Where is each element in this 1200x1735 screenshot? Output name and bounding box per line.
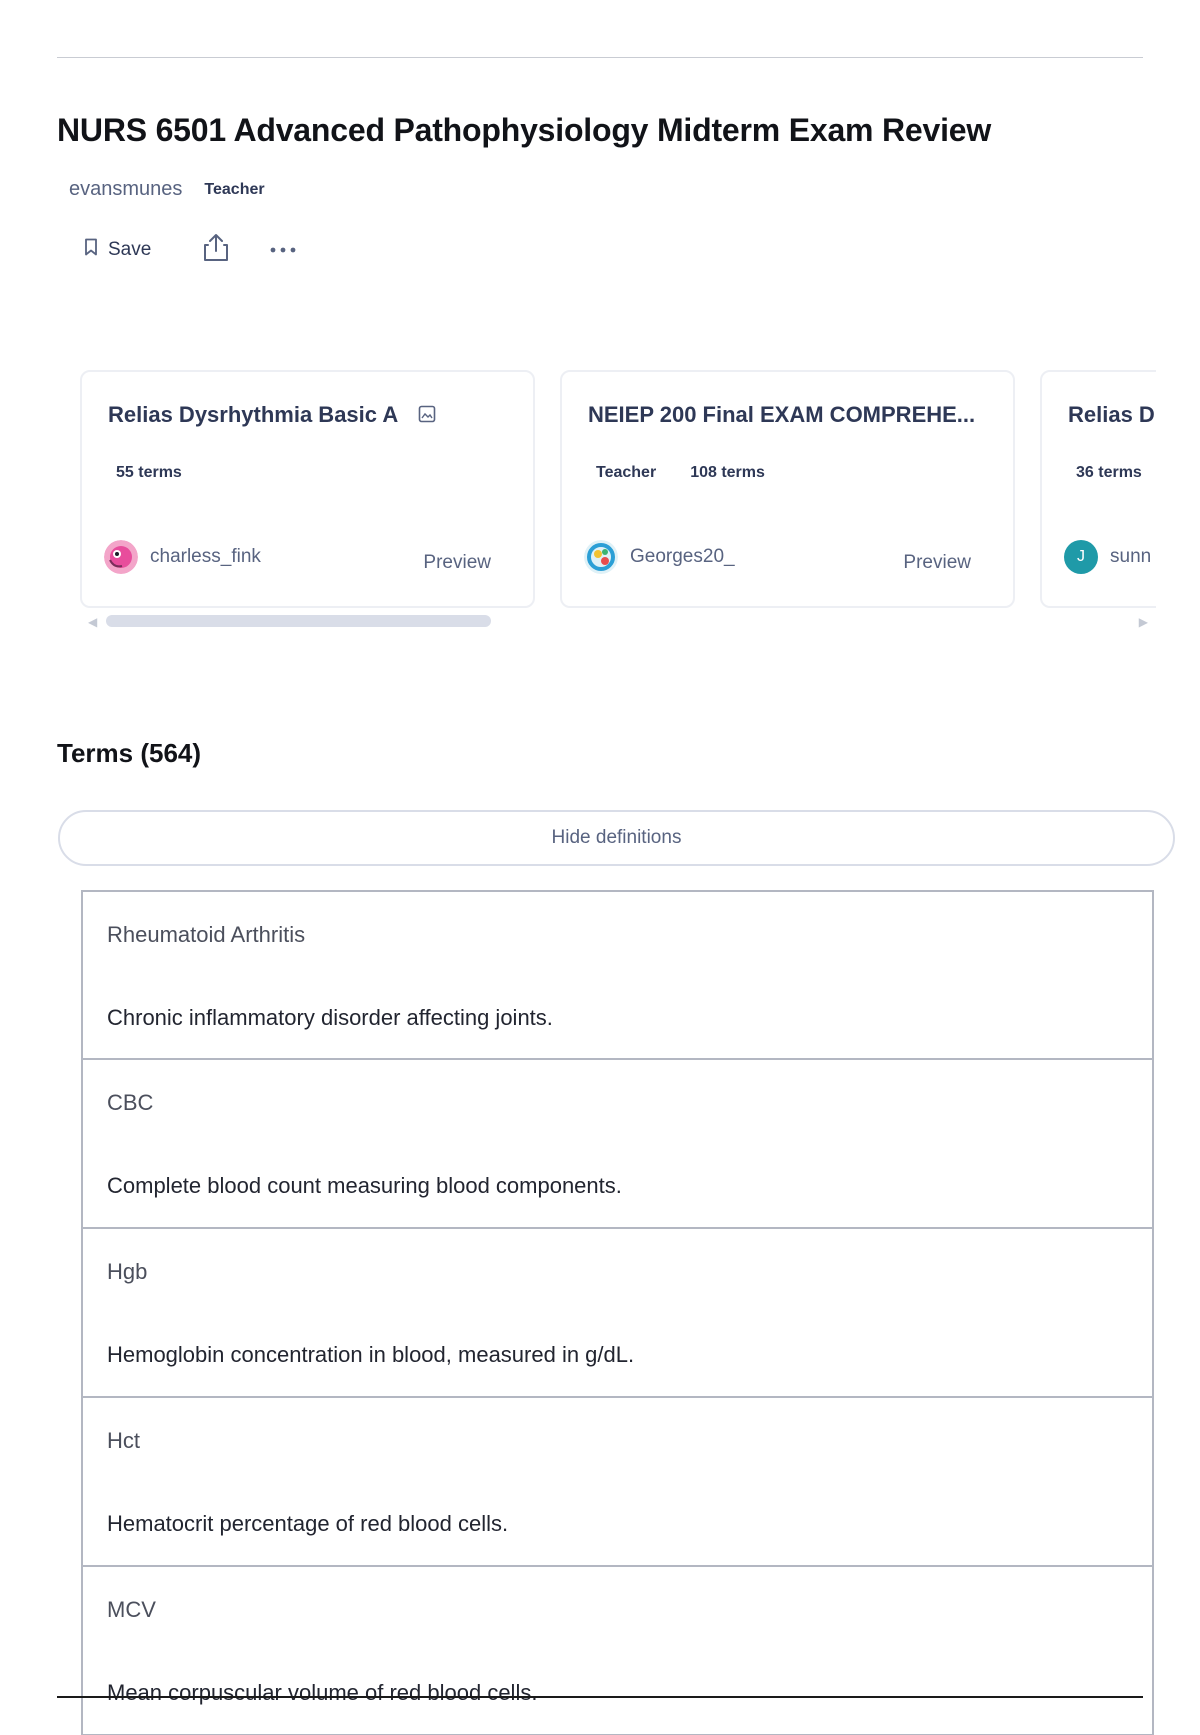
term-definition: Hematocrit percentage of red blood cells. [107,1511,509,1536]
term-word: CBC [107,1090,154,1115]
term-row [81,1228,1154,1397]
user-name: sunn [1110,546,1152,567]
user-name: Georges20_ [630,546,735,567]
term-word: Rheumatoid Arthritis [107,922,306,947]
card-meta [596,464,765,482]
term-count: 55 terms [116,464,182,481]
save-label: Save [108,238,152,260]
avatar [104,540,138,574]
card-meta [1076,464,1142,482]
term-row [81,890,1154,1059]
preview-button[interactable]: Preview [903,552,971,573]
term-word: MCV [107,1597,156,1622]
term-count: 36 terms [1076,464,1142,481]
carousel-scrollbar[interactable] [80,615,1150,629]
user-name: charless_fink [150,546,261,567]
term-definition: Hemoglobin concentration in blood, measured in g/dL. [107,1342,635,1367]
bookmark-icon [84,238,98,261]
term-row [81,1059,1154,1228]
page-title: NURS 6501 Advanced Pathophysiology Midterm Exam Review [57,112,992,148]
save-button[interactable] [84,238,151,261]
scrollbar-thumb[interactable] [106,615,491,627]
creator-role-badge: Teacher [204,180,265,198]
image-badge-icon [418,403,436,429]
top-divider [57,57,1143,58]
more-icon [269,241,297,259]
card-user[interactable] [584,540,735,574]
card-meta [116,464,182,482]
term-count: 108 terms [690,464,765,481]
term-definition: Complete blood count measuring blood components. [107,1173,622,1198]
avatar: J [1064,540,1098,574]
hide-definitions-button[interactable]: Hide definitions [58,810,1175,866]
terms-heading: Terms (564) [57,738,202,768]
scroll-right-icon[interactable]: ▶ [1138,615,1148,629]
related-sets-carousel[interactable] [80,370,1156,640]
share-icon [203,232,229,267]
term-word: Hct [107,1428,140,1453]
share-button[interactable] [203,232,229,267]
term-definition: Mean corpuscular volume of red blood cells. [107,1680,538,1705]
related-set-card[interactable] [1040,370,1156,608]
term-word: Hgb [107,1259,148,1284]
more-options-button[interactable] [269,241,297,259]
card-title[interactable]: NEIEP 200 Final EXAM COMPREHE... [588,402,976,427]
scroll-left-icon[interactable]: ◀ [88,615,98,629]
card-title[interactable]: Relias Dysrhythmia Basic A [108,402,436,429]
card-user[interactable] [104,540,261,574]
term-row [81,1566,1154,1735]
term-list [81,890,1154,1735]
teacher-badge: Teacher [596,464,657,481]
creator-info [69,178,265,201]
bottom-divider [57,1696,1143,1698]
creator-name-link[interactable]: evansmunes [69,178,183,200]
preview-button[interactable]: Preview [423,552,491,573]
avatar [584,540,618,574]
card-user[interactable] [1064,540,1151,574]
set-actions-toolbar [84,232,297,267]
term-row [81,1397,1154,1566]
related-set-card[interactable] [560,370,1015,608]
term-definition: Chronic inflammatory disorder affecting joints. [107,1005,553,1030]
card-title[interactable]: Relias D [1068,402,1155,427]
related-set-card[interactable] [80,370,535,608]
